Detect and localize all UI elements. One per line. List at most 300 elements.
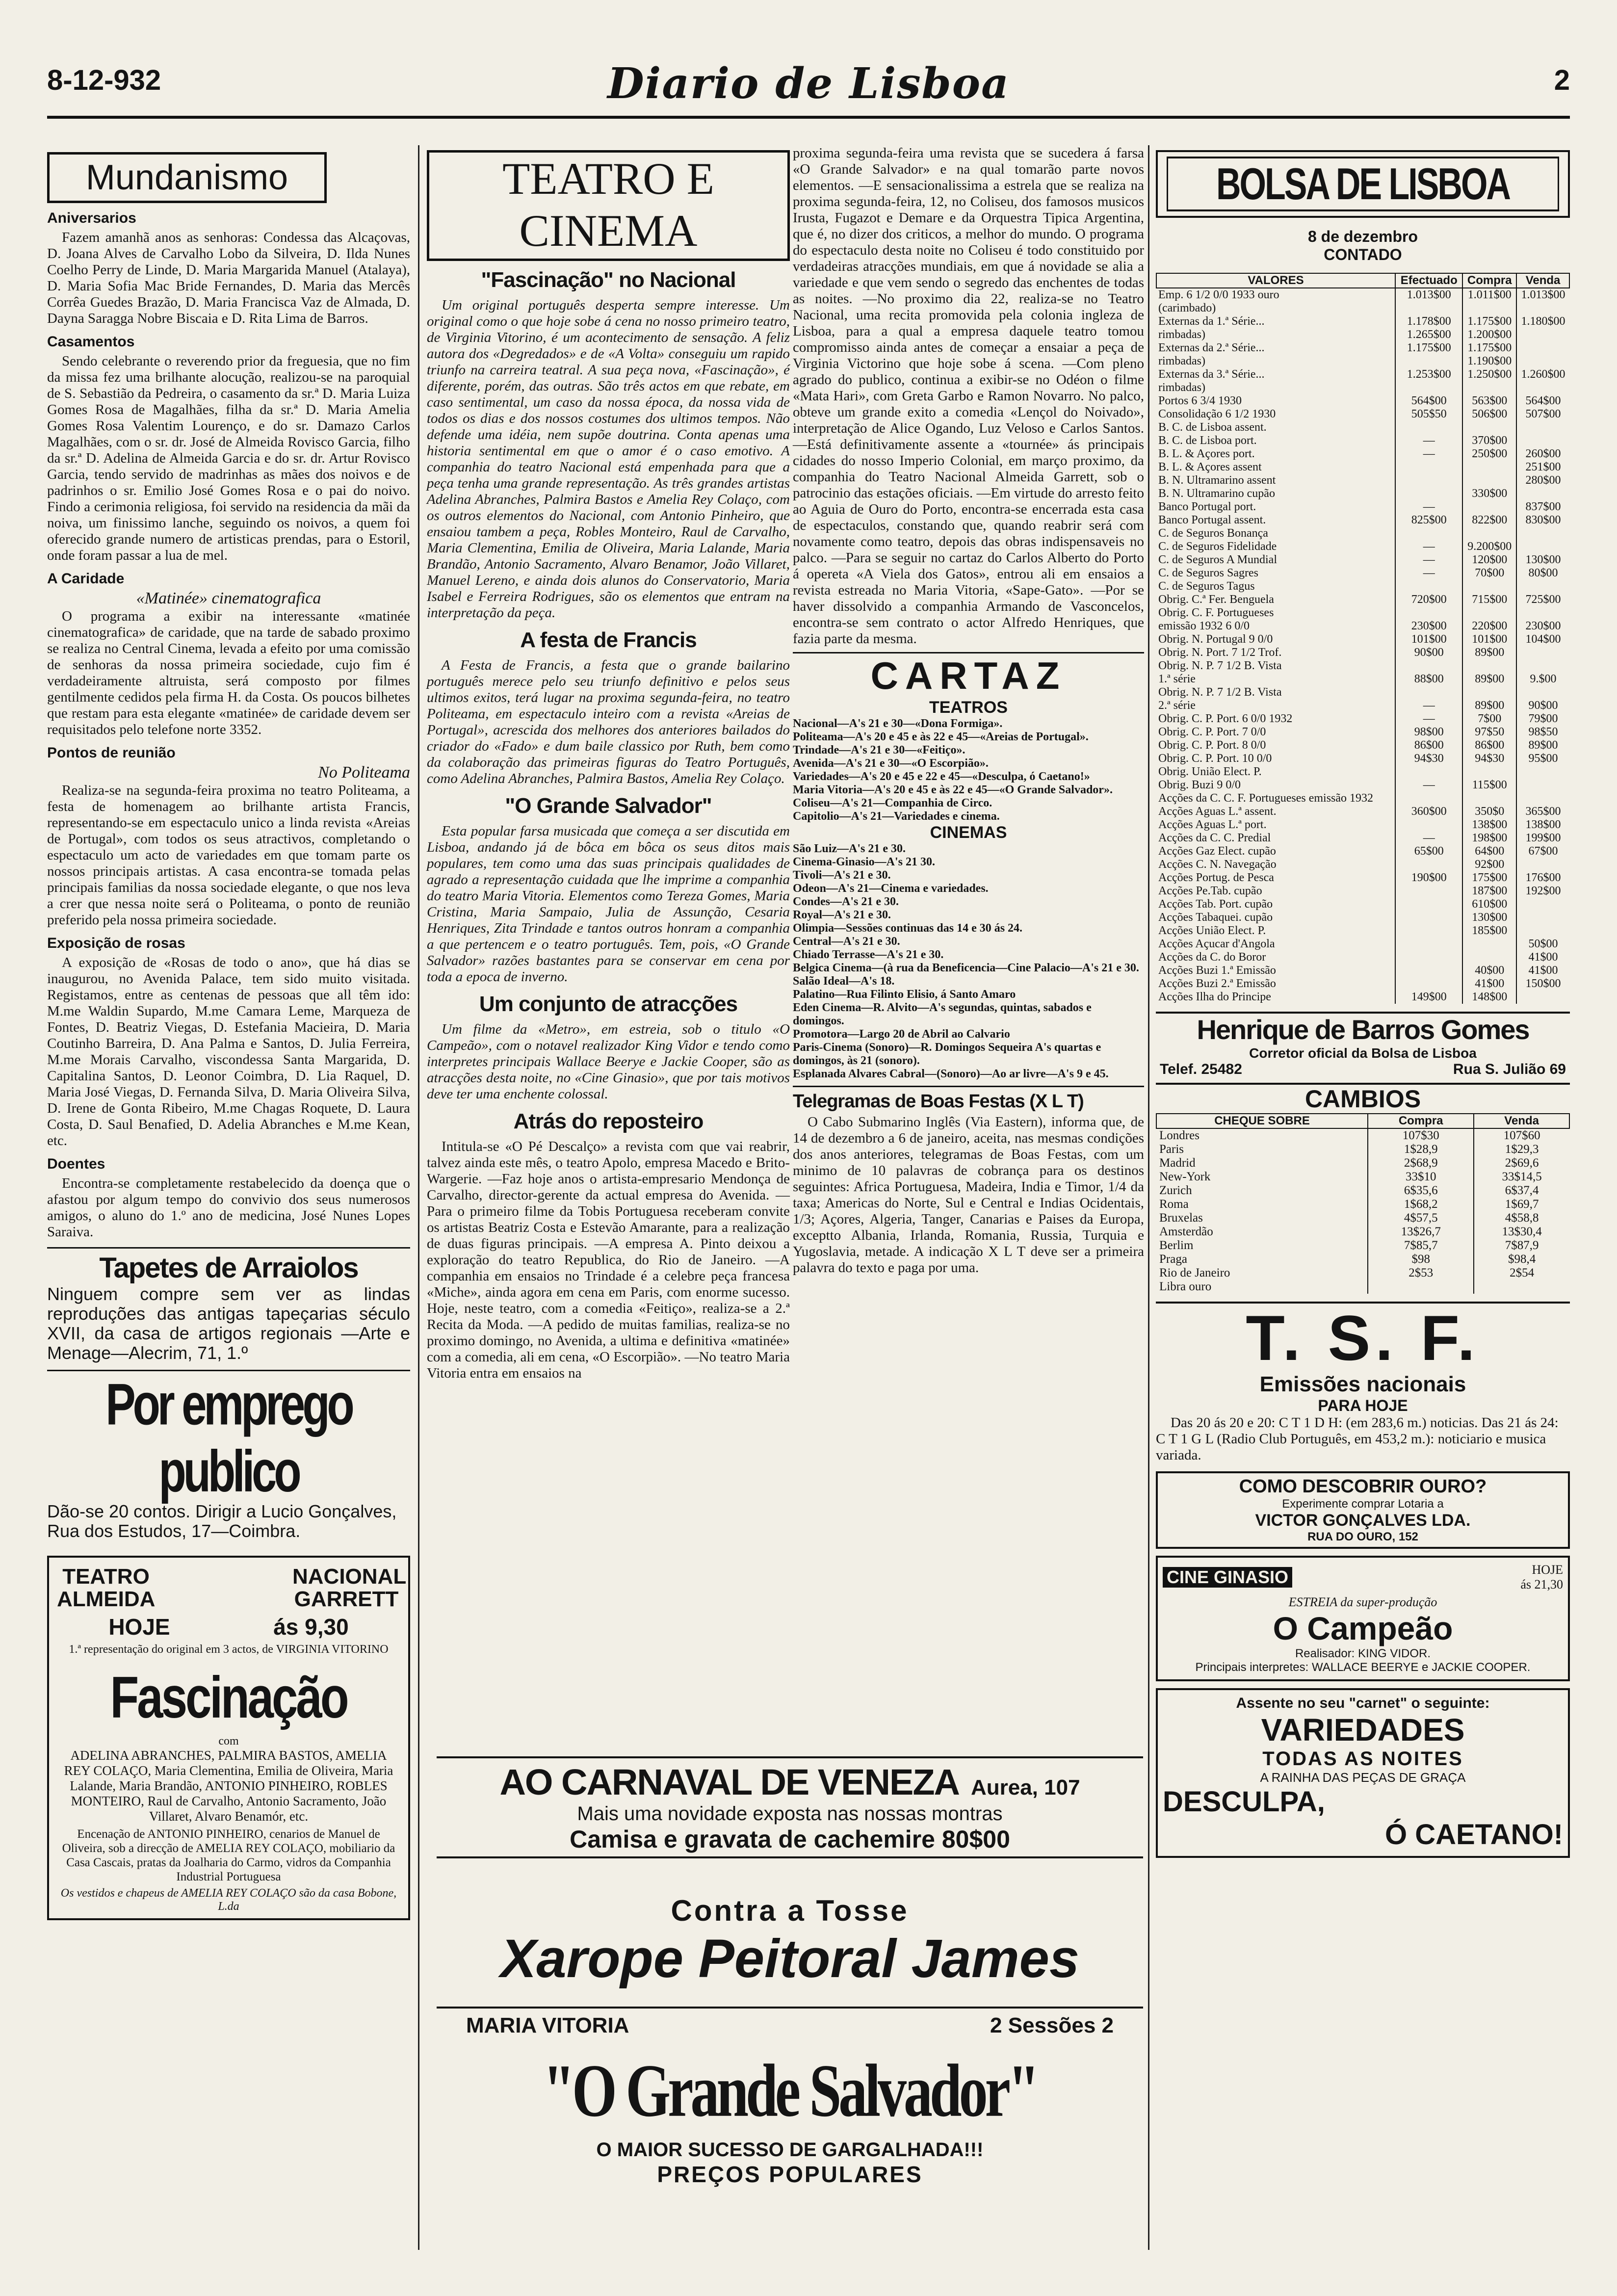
security-name: B. C. de Lisboa port. [1158, 434, 1257, 447]
tsf-title: T. S. F. [1246, 1302, 1480, 1374]
price-cell [1395, 964, 1462, 977]
ad-title: Henrique de Barros Gomes [1197, 1014, 1529, 1045]
price-cell: 1.175$00 [1395, 341, 1462, 355]
cartaz-teatro-item: Nacional—A's 21 e 30—«Dona Formiga». [793, 717, 1003, 730]
security-name: B. C. de Lisboa assent. [1158, 421, 1267, 434]
price-cell [1395, 302, 1462, 315]
cartaz-cinema-item: Salão Ideal—A's 18. [793, 975, 895, 988]
price-cell: — [1395, 540, 1462, 553]
article-title: "O Grande Salvador" [505, 794, 712, 818]
price-cell [1395, 686, 1462, 699]
article-text: O programa a exibir na interessante «matinée cinematografica» de caridade, que na tarde de sabado proximo se realiza no Central Cinema, levada a efeito por uma comissão de senhoras da nossa primeira sociedade, cujo fim é verdadeiramente altruista, será composto por filmes gentilmente cedidos pela firma H. da Costa. Os poucos bilhetes que restam para esta elegante «matinée» de caridade devem ser requisitados pelo telefone norte 3352. [47, 608, 410, 737]
column-cartaz [793, 145, 1144, 1276]
price-cell: 505$50 [1395, 408, 1462, 421]
price-cell [1395, 911, 1462, 924]
price-cell: 822$00 [1462, 514, 1516, 527]
price-cell: — [1395, 567, 1462, 580]
table-row [1156, 500, 1569, 514]
price-cell [1516, 341, 1569, 355]
price-cell [1516, 646, 1569, 659]
price-cell: 41$00 [1516, 951, 1569, 964]
ad-text: PREÇOS POPULARES [657, 2162, 923, 2187]
price-cell: 115$00 [1462, 779, 1516, 792]
rate-cell: 2$69,6 [1474, 1156, 1569, 1170]
price-cell: 94$30 [1462, 752, 1516, 765]
cartaz-cinema-item: Chiado Terrasse—A's 21 e 30. [793, 948, 944, 961]
rate-cell: 7$85,7 [1368, 1239, 1474, 1252]
price-cell [1516, 792, 1569, 805]
price-cell: 94$30 [1395, 752, 1462, 765]
security-name: Portos 6 3/4 1930 [1158, 394, 1242, 407]
price-cell: 185$00 [1462, 924, 1516, 938]
table-row [1156, 1252, 1569, 1266]
security-name: Obrig. C. P. Port. 10 0/0 [1158, 752, 1272, 765]
security-name: rimbadas) [1158, 381, 1205, 394]
price-cell: 1.250$00 [1462, 368, 1516, 381]
article-title: A festa de Francis [520, 628, 697, 652]
security-name: C. de Seguros Sagres [1158, 567, 1258, 579]
security-name: 1.ª série [1158, 673, 1196, 685]
price-cell: 120$00 [1462, 553, 1516, 567]
price-cell [1395, 792, 1462, 805]
security-name: Acções Ilha do Principe [1158, 991, 1271, 1003]
price-cell: 148$00 [1462, 991, 1516, 1004]
price-cell: 1.253$00 [1395, 368, 1462, 381]
price-cell: 101$00 [1395, 633, 1462, 646]
security-name: Banco Portugal port. [1158, 500, 1256, 513]
table-row [1156, 355, 1569, 368]
price-cell: — [1395, 434, 1462, 447]
security-name: C. de Seguros Tagus [1158, 580, 1255, 593]
subhead-casamentos: Casamentos [47, 334, 135, 350]
article-text: A Festa de Francis, a festa que o grande bailarino português merece pelo seu triunfo definitivo e pelos seus ultimos exitos, terá lugar na proxima segunda-feira, no teatro Politeama, em espectaculo inteiro com a revista «Areias de Portugal», acrescida dos melhores dos anteriores bailados do criador do «Fado» e dum baile classico por Ruth, bem como da colaboração das primeiras figuras do Teatro Português, como Adelina Abranches, Palmira Bastos, Amelia Rey Colaço. [427, 657, 790, 786]
price-cell: 64$00 [1462, 845, 1516, 858]
price-cell [1462, 686, 1516, 699]
table-row [1156, 1266, 1569, 1280]
security-name: Acções Pe.Tab. cupão [1158, 885, 1262, 897]
price-cell [1462, 527, 1516, 540]
table-row [1156, 726, 1569, 739]
table-row [1156, 553, 1569, 567]
cartaz-teatro-item: Trindade—A's 21 e 30—«Feitiço». [793, 744, 965, 757]
price-cell: — [1395, 699, 1462, 712]
price-cell [1462, 606, 1516, 620]
article-title: "Fascinação" no Nacional [481, 268, 736, 292]
table-row [1156, 1280, 1569, 1294]
price-cell [1516, 355, 1569, 368]
column-divider [1148, 145, 1149, 2250]
play-title-line1: DESCULPA, [1163, 1786, 1325, 1818]
play-title: Fascinação [110, 1665, 347, 1731]
theatre-name-left: TEATRO ALMEIDA [57, 1565, 156, 1611]
ad-xarope [437, 1894, 1143, 1990]
article-text: O Cabo Submarino Inglês (Via Eastern), informa que, de 14 de dezembro a 6 de janeiro, aceita, nas mesmas condições dos anos anteriores, telegramas de Boas Festas, com um minimo de 10 palavras de cobrança para os destinos seguintes: Africa Portuguesa, Madeira, India e Timor, 1/4 da taxa; Americas do Norte, Sul e Central e Indias Ocidentais, 1/3; Açores, Algeria, Tanger, Canarias e Paises da Europa, exceptto Albania, Irlanda, Romania, Russia, Turquia e Yugoslavia, metade. A indicação X L T deve ser a primeira palavra do texto e paga por uma. [793, 1114, 1144, 1276]
rate-cell: 1$28,9 [1368, 1143, 1474, 1156]
article-text: Sendo celebrante o reverendo prior da freguesia, que no fim da missa fez uma brilhante alocução, realizou-se na paroquial de S. Sebastião da Pedreira, o casamento da sr.ª D. Maria Luiza Gomes Rosa de Magalhães, filha da sr.ª D. Maria Amelia Gomes Rosa Valentim Lourenço, e do sr. Damazo Carlos Magalhães, com o sr. dr. José de Almeida Rovisco Garcia, filho da sr.ª D. Adelina de Almeida Garcia e do sr. dr. Artur Rovisco Garcia, tendo servido de madrinhas as mães dos noivos e de padrinhos o sr. Emilio José Gomes Rosa e o pai do noivo. Findo a cerimonia religiosa, foi servido na residencia da mãi da noiva, um finissimo lanche, seguindo os noivos, a quem foi oferecido grande numero de artisticas prendas, para o Estoril, onde foram passar a lua de mel. [47, 353, 410, 563]
table-row [1156, 302, 1569, 315]
price-cell: 1.265$00 [1395, 328, 1462, 341]
cartaz-title: CARTAZ [870, 654, 1067, 697]
article-text: Realiza-se na segunda-feira proxima no teatro Politeama, a festa de homenagem ao brilhante artista Francis, representando-se em espectaculo unico a linda revista «Areias de Portugal», com todos os seus atractivos, completando o espectaculo um acto de variedades em que tomam parte os nossos principais artistas. A casa encontra-se tomada pelas principais familias da nossa sociedade elegante, o que nos leva a crer que nessa noite será o Politeama, o ponto de reunião preferido pela nossa primeira sociedade. [47, 783, 410, 928]
ad-title: Por emprego publico [105, 1372, 352, 1504]
price-cell [1395, 951, 1462, 964]
price-cell: 1.013$00 [1395, 288, 1462, 302]
table-row [1156, 593, 1569, 606]
ad-title: AO CARNAVAL DE VENEZA [499, 1762, 959, 1802]
price-cell: 199$00 [1516, 832, 1569, 845]
subhead-teatros: TEATROS [929, 698, 1008, 717]
price-cell [1395, 381, 1462, 394]
column-header: CHEQUE SOBRE [1156, 1114, 1368, 1128]
currency-place: Amsterdão [1159, 1225, 1213, 1238]
cartaz-cinema-item: Cinema-Ginasio—A's 21 30. [793, 856, 936, 868]
price-cell: 95$00 [1516, 752, 1569, 765]
theatre-name: VARIEDADES [1261, 1712, 1465, 1748]
table-row [1156, 1184, 1569, 1198]
article-text: Fazem amanhã anos as senhoras: Condessa das Alcaçovas, D. Joana Alves de Carvalho Lobo da Silveira, D. Ilda Nunes Coelho Perry de Linde, D. Maria Margarida Manuel (Atalaya), D. Maria Sofia Mac Bride Fernandes, D. Maria das Mercês Corrêa Guedes Brazão, D. Maria Francisca Vaz de Almada, D. Dayna Saragga Nobre Biscaia e D. Rita Lima de Barros. [47, 230, 410, 326]
price-cell: 97$50 [1462, 726, 1516, 739]
price-cell: 1.190$00 [1462, 355, 1516, 368]
price-cell [1516, 540, 1569, 553]
price-cell [1395, 858, 1462, 871]
price-cell: 1.175$00 [1462, 341, 1516, 355]
table-row [1156, 381, 1569, 394]
price-cell: 65$00 [1395, 845, 1462, 858]
price-cell [1462, 474, 1516, 487]
cartaz-teatro-item: Avenida—A's 21 e 30—«O Escorpião». [793, 757, 989, 770]
rate-cell: 2$54 [1474, 1266, 1569, 1280]
bolsa-table [1156, 273, 1570, 1004]
cast-list: ADELINA ABRANCHES, PALMIRA BASTOS, AMELIA REY COLAÇO, Maria Clementina, Emilia de Oliveira, Maria Lalande, Maria Brandão, ANTONIO PINHEIRO, ROBLES MONTEIRO, Raul de Carvalho, Antonio Sacramento, João Villaret, Alvaro Benamór, etc. [64, 1748, 393, 1824]
rate-cell: 33$10 [1368, 1170, 1474, 1184]
price-cell [1462, 938, 1516, 951]
security-name: C. de Seguros Fidelidade [1158, 540, 1277, 553]
price-cell: 563$00 [1462, 394, 1516, 408]
table-row [1156, 474, 1569, 487]
price-cell: 98$50 [1516, 726, 1569, 739]
cast: Principais interpretes: WALLACE BEERYE e JACKIE COOPER. [1195, 1661, 1531, 1674]
theatre-name-right: NACIONAL GARRETT [292, 1565, 407, 1611]
credits: Encenação de ANTONIO PINHEIRO, cenarios de Manuel de Oliveira, sob a direcção de AMELIA REY COLAÇO, mobiliario da Casa Cascais, pratas da Joalharia do Carmo, vidros da Companhia Industrial Portuguesa [62, 1827, 395, 1883]
price-cell [1462, 500, 1516, 514]
cartaz-cinema-item: Tivoli—A's 21 e 30. [793, 869, 891, 882]
table-row [1156, 659, 1569, 673]
table-row [1156, 752, 1569, 765]
price-cell [1516, 779, 1569, 792]
ad-intro: Assente no seu "carnet" o seguinte: [1236, 1695, 1490, 1711]
price-cell: — [1395, 553, 1462, 567]
price-cell [1462, 302, 1516, 315]
bolsa-date: 8 de dezembro [1307, 228, 1418, 245]
price-cell: 9.200$00 [1462, 540, 1516, 553]
price-cell: 1.178$00 [1395, 315, 1462, 328]
subhead-caridade: A Caridade [47, 571, 125, 587]
table-row [1156, 315, 1569, 328]
price-cell [1516, 686, 1569, 699]
price-cell [1395, 474, 1462, 487]
cartaz-teatro-item: Variedades—A's 20 e 45 e 22 e 45—«Desculpa, ó Caetano!» [793, 770, 1090, 783]
table-row [1156, 858, 1569, 871]
price-cell [1462, 580, 1516, 593]
table-row [1156, 1239, 1569, 1252]
price-cell: 1.200$00 [1462, 328, 1516, 341]
rate-cell: 1$29,3 [1474, 1143, 1569, 1156]
table-row [1156, 328, 1569, 341]
table-row [1156, 447, 1569, 461]
table-row [1156, 1156, 1569, 1170]
price-cell: 230$00 [1516, 620, 1569, 633]
security-name: Emp. 6 1/2 0/0 1933 ouro [1158, 288, 1279, 301]
price-cell [1395, 487, 1462, 500]
price-cell: 830$00 [1516, 514, 1569, 527]
currency-place: New-York [1159, 1170, 1211, 1183]
ad-maria-vitoria [437, 2007, 1143, 2188]
ad-title: Contra a Tosse [671, 1894, 909, 1927]
cartaz-teatro-item: Maria Vitoria—A's 20 e 45 e às 22 e 45—«O Grande Salvador». [793, 783, 1113, 796]
rate-cell: $98,4 [1474, 1252, 1569, 1266]
cartaz-cinema-item: Condes—A's 21 e 30. [793, 895, 899, 908]
table-row [1156, 792, 1569, 805]
ad-text-bold: Camisa e gravata de cachemire 80$00 [570, 1826, 1010, 1853]
table-row [1156, 487, 1569, 500]
security-name: emissão 1932 6 0/0 [1158, 620, 1250, 632]
table-row [1156, 1225, 1569, 1239]
rate-cell [1368, 1280, 1474, 1294]
phone-number: Telef. 25482 [1160, 1061, 1242, 1077]
cartaz-teatro-item: Capitolio—A's 21—Variedades e cinema. [793, 810, 1000, 823]
security-name: (carimbado) [1158, 302, 1216, 314]
table-row [1156, 514, 1569, 527]
table-row [1156, 712, 1569, 726]
security-name: B. L. & Açores assent [1158, 461, 1262, 473]
price-cell [1462, 951, 1516, 964]
security-name: Externas da 1.ª Série... [1158, 315, 1265, 328]
price-cell [1395, 580, 1462, 593]
price-cell [1395, 765, 1462, 779]
currency-place: Rio de Janeiro [1159, 1266, 1230, 1279]
table-row [1156, 991, 1569, 1004]
table-row [1156, 898, 1569, 911]
price-cell: 90$00 [1516, 699, 1569, 712]
ad-text: O MAIOR SUCESSO DE GARGALHADA!!! [596, 2139, 984, 2161]
article-title: Atrás do reposteiro [513, 1109, 704, 1133]
column-teatro-cinema [427, 145, 790, 1558]
price-cell: 80$00 [1516, 567, 1569, 580]
table-row [1156, 567, 1569, 580]
article-text: Um original português desperta sempre interesse. Um original como o que hoje sobe á cena no nosso primeiro teatro, de Virginia Vitorino, é um acontecimento de sensação. A feliz autora dos «Degredados» e de «A Volta» conseguiu um rapido triunfo na carreira teatral. A sua peça nova, «Fascinação», é diferente, porém, das outras. São três actos em que rebate, em caso sentimental, um caso da nossa época, da nossa vida de todos os dias e dos nossos costumes dos ultimos tempos. Não defende uma idéia, nem supõe doutrina. Conta apenas uma historia sentimental em que o amor é o caso emotivo. A companhia do teatro Nacional está empenhada para que a peça tenha uma grande representação. As três grandes artistas Adelina Abranches, Palmira Bastos e Amelia Rey Colaço, com os outros elementos do Nacional, com Antonio Pinheiro, que ensaiou tambem a peça, Robles Monteiro, Raul de Carvalho, Maria Clementina, Emilia de Oliveira, Maria Lalande, Maria Brandão, Antonio Sacramento, Alvaro Benamor, João Villaret, Manuel Lereno, e ainda dois alunos do Conservatorio, Maria Isabel e Ferreira Rodrigues, são os elementos que entram na interpretação da peça. [427, 297, 790, 621]
security-name: 2.ª série [1158, 699, 1196, 712]
security-name: Obrig. C. P. Port. 7 0/0 [1158, 726, 1266, 738]
price-cell: 70$00 [1462, 567, 1516, 580]
currency-place: Roma [1159, 1198, 1189, 1211]
price-cell [1395, 818, 1462, 832]
security-name: Acções Tab. Port. cupão [1158, 898, 1273, 911]
table-row [1156, 938, 1569, 951]
security-name: Obrig. N. Portugal 9 0/0 [1158, 633, 1273, 646]
show-time: ás 9,30 [273, 1614, 349, 1640]
director: Realisador: KING VIDOR. [1295, 1647, 1431, 1660]
ad-name: VICTOR GONÇALVES LDA. [1255, 1511, 1471, 1530]
cambios-title: CAMBIOS [1304, 1085, 1421, 1113]
ad-tsf [1156, 1302, 1570, 1463]
price-cell: 176$00 [1516, 871, 1569, 885]
price-cell [1516, 487, 1569, 500]
rate-cell: 2$68,9 [1368, 1156, 1474, 1170]
security-name: Obrig. Buzi 9 0/0 [1158, 779, 1241, 791]
price-cell: 564$00 [1395, 394, 1462, 408]
security-name: Obrig. C. F. Portugueses [1158, 606, 1274, 619]
cartaz-cinema-item: Esplanada Alvares Cabral—(Sonoro)—Ao ar livre—A's 9 e 45. [793, 1068, 1109, 1080]
security-name: C. de Seguros Bonança [1158, 527, 1268, 540]
price-cell [1395, 461, 1462, 474]
ad-text: Mais uma novidade exposta nas nossas montras [577, 1803, 1003, 1825]
price-cell: 89$00 [1462, 673, 1516, 686]
ad-subtitle: TODAS AS NOITES [1262, 1748, 1463, 1770]
price-cell: 1.011$00 [1462, 288, 1516, 302]
price-cell: 725$00 [1516, 593, 1569, 606]
ad-subtitle: 1.ª representação do original em 3 actos, de VIRGINIA VITORINO [69, 1643, 389, 1656]
sessions: 2 Sessões 2 [990, 2013, 1114, 2037]
security-name: Externas da 2.ª Série... [1158, 341, 1265, 354]
price-cell: 564$00 [1516, 394, 1569, 408]
price-cell [1462, 461, 1516, 474]
price-cell: — [1395, 712, 1462, 726]
price-cell: 41$00 [1462, 977, 1516, 991]
price-cell: 715$00 [1462, 593, 1516, 606]
security-name: rimbadas) [1158, 355, 1205, 367]
rate-cell: 13$30,4 [1474, 1225, 1569, 1239]
ad-teatro-nacional [47, 1556, 410, 1920]
table-row [1156, 527, 1569, 540]
price-cell [1462, 659, 1516, 673]
rate-cell [1474, 1280, 1569, 1294]
price-cell [1395, 606, 1462, 620]
price-cell: 88$00 [1395, 673, 1462, 686]
cinemas-list [793, 842, 1144, 1081]
article-text: proxima segunda-feira uma revista que se sucedera á farsa «O Grande Salvador» e na qual tomarão parte novos elementos. —E sensacionalissima a estrela que se realiza na proxima segunda-feira, 12, no Coliseu, dos famosos musicos Irusta, Fugazot e Demare e da Orquestra Tipica Argentina, que é, no dizer dos criticos, a melhor do mundo. O programa do espectaculo desta noite no Coliseu é todo constituido por verdadeiras atracções mundiais, em que á novidade se alia a variedade e que vem sendo o segredo das enchentes de todas as noites. —No proximo dia 22, realiza-se no Teatro Nacional, uma recita promovida pela colonia ingleza de Lisboa, para a qual a empresa daquele teatro tomou compromisso ainda antes de começar a ensaiar a peça de Virginia Victorino que hoje sobe á scena. —Com pleno agrado do publico, continua a exibir-se no Odéon o filme «Mata Hari», com Greta Garbo e Ramon Novarro. No palco, obteve um grande exito a comedia «Lençol do Noivado», interpretação de Alice Ogando, Luz Veloso e Carlos Santos. —Está definitivamente assente a «tournée» ás principais cidades do nosso Imperio Colonial, em março proximo, da companhia do Teatro Nacional Almeida Garrett, sob o patrocinio das estações oficiais. —Em virtude do arresto feito ao Aguia de Ouro do Porto, encontra-se encerrada esta casa de espectaculos, constando que, quando reabrir será com novamente como teatro, depois das obras indispensaveis no palco. —Para se seguir no cartaz do Carlos Alberto do Porto á opereta «A Viela dos Gatos», entrou ali em ensaios a revista estreada no Maria Vitoria, «Sape-Gato». —Por se haver dissolvido a companhia Armando de Vasconcelos, encontra-se sem contrato o actor Alfredo Henriques, que fazia parte da mesma. [793, 145, 1144, 647]
rate-cell: 107$30 [1368, 1128, 1474, 1143]
article-title: No Politeama [318, 763, 410, 782]
table-row [1156, 434, 1569, 447]
price-cell: 138$00 [1462, 818, 1516, 832]
security-name: Acções C. N. Navegação [1158, 858, 1277, 871]
cartaz-cinema-item: Odeon—A's 21—Cinema e variedades. [793, 882, 989, 895]
address: RUA DO OURO, 152 [1307, 1530, 1418, 1543]
rate-cell: 107$60 [1474, 1128, 1569, 1143]
security-name: B. N. Ultramarino assent [1158, 474, 1276, 487]
section-heading-mundanismo: Mundanismo [47, 152, 327, 203]
bolsa-contado: CONTADO [1324, 246, 1402, 263]
table-row [1156, 1143, 1569, 1156]
price-cell: 192$00 [1516, 885, 1569, 898]
table-row [1156, 408, 1569, 421]
rate-cell: 1$69,7 [1474, 1198, 1569, 1211]
ad-title: COMO DESCOBRIR OURO? [1239, 1476, 1487, 1497]
security-name: Obrig. C.ª Fer. Benguela [1158, 593, 1274, 606]
price-cell [1516, 302, 1569, 315]
table-row [1156, 765, 1569, 779]
security-name: Acções Açucar d'Angola [1158, 938, 1275, 950]
price-cell: 506$00 [1462, 408, 1516, 421]
currency-place: Praga [1159, 1252, 1187, 1266]
price-cell [1395, 885, 1462, 898]
price-cell [1462, 792, 1516, 805]
security-name: Consolidação 6 1/2 1930 [1158, 408, 1276, 420]
rate-cell: 13$26,7 [1368, 1225, 1474, 1239]
security-name: Obrig. N. P. 7 1/2 B. Vista [1158, 686, 1282, 699]
price-cell [1516, 659, 1569, 673]
table-row [1156, 394, 1569, 408]
column-header: Venda [1474, 1114, 1569, 1128]
price-cell [1516, 328, 1569, 341]
price-cell: 149$00 [1395, 991, 1462, 1004]
price-cell: 90$00 [1395, 646, 1462, 659]
ad-text: Ninguem compre sem ver as lindas reproduções das antigas tapeçarias século XVII, da casa de artigos regionais —Arte e Menage—Alecrim, 71, 1.º [47, 1284, 410, 1363]
currency-place: Zurich [1159, 1184, 1192, 1197]
price-cell: 330$00 [1462, 487, 1516, 500]
article-title: Um conjunto de atracções [479, 992, 738, 1016]
column-header: Venda [1516, 273, 1569, 288]
price-cell [1516, 858, 1569, 871]
price-cell: 104$00 [1516, 633, 1569, 646]
security-name: Acções Tabaquei. cupão [1158, 911, 1273, 924]
table-row [1156, 964, 1569, 977]
security-name: Obrig. N. P. 7 1/2 B. Vista [1158, 659, 1282, 672]
price-cell: 7$00 [1462, 712, 1516, 726]
security-name: Acções União Elect. P. [1158, 924, 1266, 937]
rate-cell: $98 [1368, 1252, 1474, 1266]
security-name: Acções Aguas L.ª assent. [1158, 805, 1277, 818]
subhead-cinemas: CINEMAS [930, 823, 1007, 842]
rate-cell: 6$37,4 [1474, 1184, 1569, 1198]
security-name: Acções Portug. de Pesca [1158, 871, 1274, 884]
ad-variedades [1156, 1688, 1570, 1858]
price-cell [1395, 977, 1462, 991]
price-cell: 370$00 [1462, 434, 1516, 447]
table-header [1156, 1114, 1569, 1128]
price-cell: 40$00 [1462, 964, 1516, 977]
table-row [1156, 845, 1569, 858]
price-cell [1395, 898, 1462, 911]
article-text: A exposição de «Rosas de todo o ano», que há dias se inaugurou, no Avenida Palace, tem sido muito visitada. Registamos, entre as centenas de pessoas que all têm ido: M.me Waldin Supardo, M.me Camara Leme, Marqueza de Fontes, D. Beatriz Viegas, D. Estefania Macieira, D. Maria Coutinho Barreira, D. Ana Palma e Santos, D. Julia Ferreira, M.me Morais Carvalho, viscondessa Santa Margarida, D. Capitalina Santos, D. Leonor Coimbra, D. Lia Raquel, D. Maria José Viegas, D. Fernanda Silva, D. Maria Oliveira Silva, D. Irene de Gonta Ribeiro, M.me Chagas Roquete, D. Laura Costa, D. Saul Benafied, D. Adelia Abranches e M.me Kean, etc. [47, 955, 410, 1148]
price-cell [1462, 765, 1516, 779]
price-cell: 1.260$00 [1516, 368, 1569, 381]
price-cell [1395, 421, 1462, 434]
cartaz-cinema-item: Belgica Cinema—(à rua da Beneficencia—Cine Palacio—A's 21 e 30. [793, 962, 1139, 974]
currency-place: Madrid [1159, 1156, 1196, 1170]
film-title: O Campeão [1273, 1610, 1453, 1646]
price-cell: 9.$00 [1516, 673, 1569, 686]
security-name: B. L. & Açores port. [1158, 447, 1255, 460]
table-row [1156, 1128, 1569, 1143]
bolsa-heading-box [1156, 150, 1570, 218]
price-cell: 98$00 [1395, 726, 1462, 739]
subhead-pontos-reuniao: Pontos de reunião [47, 745, 176, 761]
cartaz-cinema-item: Central—A's 21 e 30. [793, 935, 900, 948]
price-cell [1516, 421, 1569, 434]
rate-cell: 7$87,9 [1474, 1239, 1569, 1252]
security-name: Acções Buzi 2.ª Emissão [1158, 977, 1276, 990]
security-name: Acções da C. C. Predial [1158, 832, 1271, 844]
table-header [1156, 273, 1569, 288]
rate-cell: 4$57,5 [1368, 1211, 1474, 1225]
security-name: Acções Gaz Elect. cupão [1158, 845, 1276, 858]
ad-subtitle: Corretor oficial da Bolsa de Lisboa [1249, 1045, 1477, 1061]
cartaz-teatro-item: Coliseu—A's 21—Companhia de Circo. [793, 797, 992, 809]
currency-place: Libra ouro [1159, 1280, 1212, 1293]
price-cell: 89$00 [1462, 699, 1516, 712]
table-row [1156, 341, 1569, 355]
